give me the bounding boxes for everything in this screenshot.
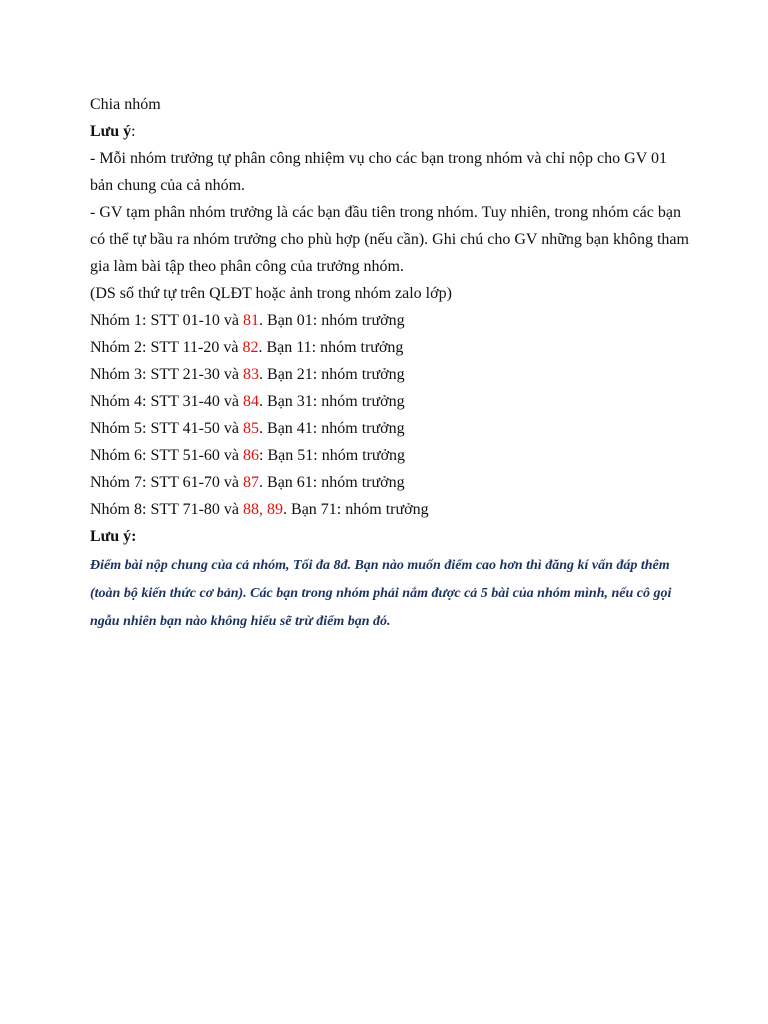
- instruction-1: - Mỗi nhóm trưởng tự phân công nhiệm vụ cho các bạn trong nhóm và chỉ nộp cho GV 01 bản chung của cả nhóm.: [90, 150, 667, 194]
- instruction-3: (DS số thứ tự trên QLĐT hoặc ảnh trong nhóm zalo lớp): [90, 285, 452, 302]
- group-suffix: . Bạn 01: nhóm trưởng: [259, 312, 405, 329]
- note-heading-2: Lưu ý:: [90, 528, 137, 545]
- group-extra-number: 88, 89: [243, 501, 284, 518]
- group-prefix: Nhóm 8: STT 71-80 và: [90, 501, 244, 518]
- group-line: [90, 415, 690, 442]
- group-suffix: . Bạn 61: nhóm trưởng: [259, 474, 405, 491]
- group-line: [90, 388, 690, 415]
- group-prefix: Nhóm 4: STT 31-40 và: [90, 393, 244, 410]
- note-heading-1-label: Lưu ý: [90, 123, 132, 140]
- group-extra-number: 85: [243, 420, 260, 437]
- note-heading-1: [90, 118, 690, 145]
- group-prefix: Nhóm 6: STT 51-60 và: [90, 447, 244, 464]
- group-extra-number: 83: [243, 366, 260, 383]
- grading-note: Điểm bài nộp chung của cả nhóm, Tối đa 8đ. Bạn nào muốn điểm cao hơn thì đăng kí vấn đáp thêm (toàn bộ kiến thức cơ bản). Các bạn trong nhóm phải nắm được cả 5 bài của nhóm mình, nếu cô gọi ngẫu nhiên bạn nào không hiểu sẽ trừ điểm bạn đó.: [90, 558, 672, 629]
- group-extra-number: 86: [243, 447, 260, 464]
- instruction-2: - GV tạm phân nhóm trưởng là các bạn đầu tiên trong nhóm. Tuy nhiên, trong nhóm các bạn có thể tự bầu ra nhóm trưởng cho phù hợp (nếu cần). Ghi chú cho GV những bạn không tham gia làm bài tập theo phân công của trưởng nhóm.: [90, 204, 689, 275]
- note-heading-1-colon: :: [131, 123, 136, 140]
- group-extra-number: 82: [242, 339, 259, 356]
- group-line: [90, 442, 690, 469]
- group-prefix: Nhóm 7: STT 61-70 và: [90, 474, 244, 491]
- document-body: [90, 91, 690, 650]
- group-list: [90, 307, 690, 523]
- group-prefix: Nhóm 5: STT 41-50 và: [90, 420, 244, 437]
- group-line: [90, 334, 690, 361]
- doc-title: Chia nhóm: [90, 96, 161, 113]
- group-prefix: Nhóm 2: STT 11-20 và: [90, 339, 243, 356]
- group-extra-number: 84: [243, 393, 260, 410]
- group-line: [90, 469, 690, 496]
- group-suffix: . Bạn 41: nhóm trưởng: [259, 420, 405, 437]
- group-suffix: . Bạn 71: nhóm trưởng: [283, 501, 429, 518]
- group-line: [90, 307, 690, 334]
- group-suffix: . Bạn 11: nhóm trưởng: [258, 339, 404, 356]
- group-suffix: . Bạn 21: nhóm trưởng: [259, 366, 405, 383]
- group-prefix: Nhóm 3: STT 21-30 và: [90, 366, 244, 383]
- group-prefix: Nhóm 1: STT 01-10 và: [90, 312, 244, 329]
- group-line: [90, 496, 690, 523]
- group-suffix: : Bạn 51: nhóm trưởng: [259, 447, 406, 464]
- group-line: [90, 361, 690, 388]
- group-suffix: . Bạn 31: nhóm trưởng: [259, 393, 405, 410]
- group-extra-number: 81: [243, 312, 260, 329]
- group-extra-number: 87: [243, 474, 260, 491]
